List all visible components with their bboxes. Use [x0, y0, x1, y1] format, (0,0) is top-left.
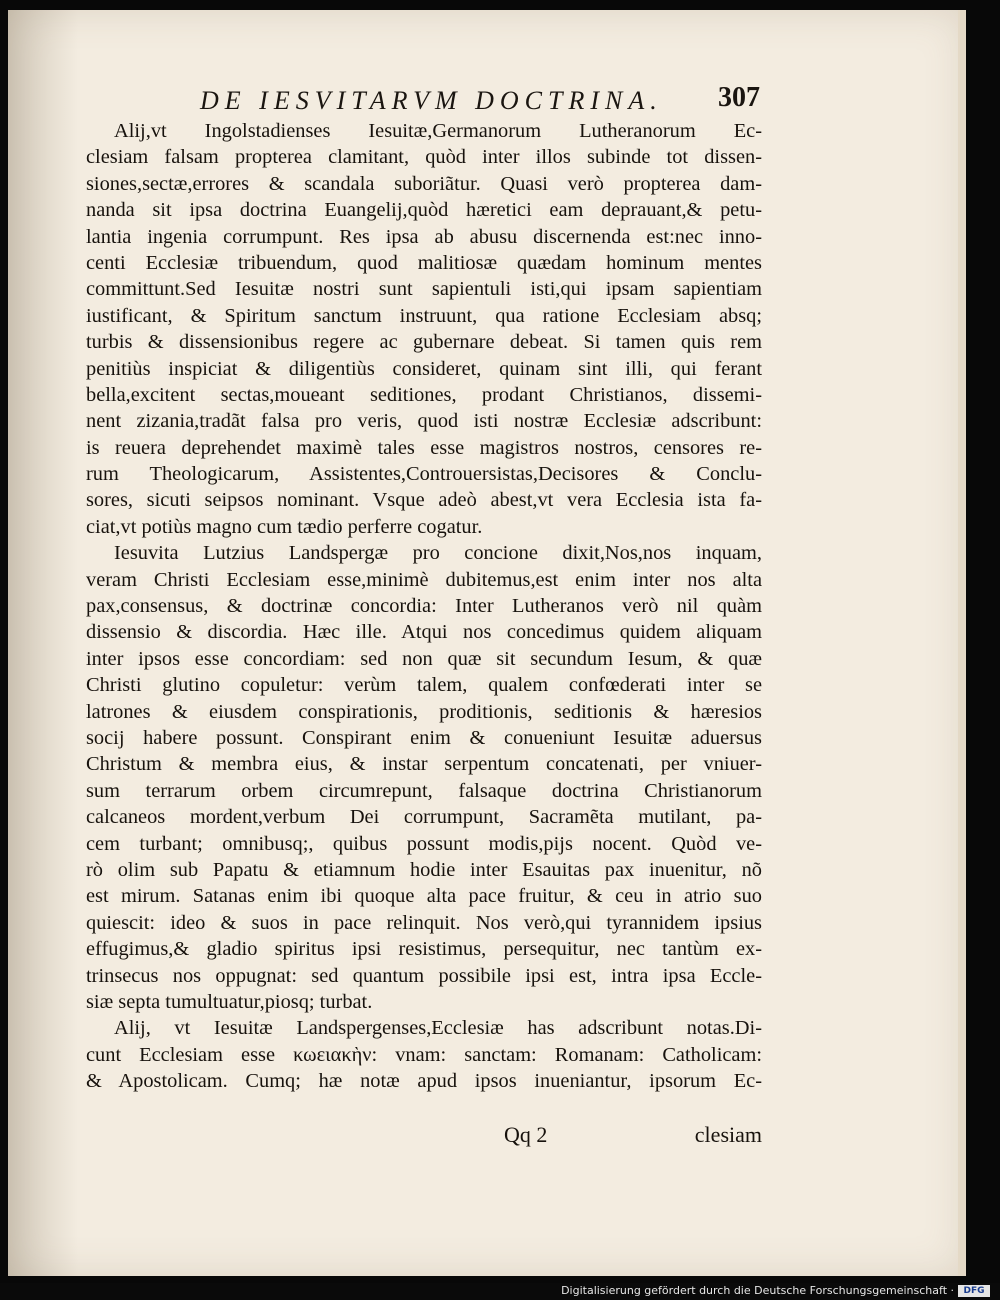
text-line: effugimus,& gladio spiritus ipsi resistimus, persequitur, nec tantùm ex-	[86, 938, 762, 961]
running-title: DE IESVITARVM DOCTRINA.	[200, 86, 663, 115]
text-line: Alij, vt Iesuitæ Landspergenses,Ecclesiæ has adscribunt notas.Di-	[114, 1017, 762, 1040]
text-line: nanda sit ipsa doctrina Euangelij,quòd hæretici eam deprauant,& petu-	[86, 199, 762, 222]
text-line: cem turbant; omnibusq;, quibus possunt modis,pijs nocent. Quòd ve-	[86, 832, 762, 855]
text-line: Alij,vt Ingolstadienses Iesuitæ,Germanorum Lutheranorum Ec-	[114, 120, 762, 142]
text-line: socij habere possunt. Conspirant enim & conueniunt Iesuitæ aduersus	[86, 726, 762, 749]
text-line: bella,excitent sectas,moueant seditiones, prodant Christianos, dissemi-	[86, 383, 762, 406]
text-line: latrones & eiusdem conspirationis, proditionis, seditionis & hæresios	[86, 700, 762, 723]
text-line: inter ipsos esse concordiam: sed non quæ sit secundum Iesum, & quæ	[86, 647, 762, 670]
text-line: is reuera deprehendet maximè tales esse magistros nostros, censores re-	[86, 436, 762, 459]
text-line: veram Christi Ecclesiam esse,minimè dubitemus,est enim inter nos alta	[86, 568, 762, 591]
text-line: trinsecus nos oppugnat: sed quantum possibile ipsi est, intra ipsa Eccle-	[86, 964, 762, 987]
text-line: nent zizania,tradãt falsa pro veris, quod isti nostræ Ecclesiæ adscribunt:	[86, 410, 762, 433]
text-line: est mirum. Satanas enim ibi quoque alta pace fruitur, & ceu in atrio suo	[86, 885, 762, 908]
text-line: siones,sectæ,errores & scandala suboriãtur. Quasi verò propterea dam-	[86, 172, 762, 195]
text-line: Christum & membra eius, & instar serpentum concatenati, per vniuer-	[86, 753, 762, 776]
page-header	[200, 82, 760, 120]
text-line: rò olim sub Papatu & etiamnum hodie inter Esauitas pax inuenitur, nõ	[86, 858, 762, 881]
text-line: penitiùs inspiciat & diligentiùs consideret, quinam sint illi, qui ferant	[86, 357, 762, 380]
text-line: Christi glutino copuletur: verùm talem, qualem confœderati inter se	[86, 674, 762, 697]
text-line: siæ septa tumultuatur,piosq; turbat.	[86, 990, 373, 1013]
text-line: rum Theologicarum, Assistentes,Controuersistas,Decisores & Conclu-	[86, 463, 762, 486]
text-line: turbis & dissensionibus regere ac gubernare debeat. Si tamen quis rem	[86, 331, 762, 354]
text-line: centi Ecclesiæ tribuendum, quod malitiosæ quædam hominum mentes	[86, 251, 762, 274]
page-edge	[958, 10, 966, 1276]
text-line: ciat,vt potiùs magno cum tædio perferre cogatur.	[86, 515, 483, 538]
text-line: & Apostolicam. Cumq; hæ notæ apud ipsos inueniantur, ipsorum Ec-	[86, 1070, 762, 1093]
text-line: dissensio & discordia. Hæc ille. Atqui nos concedimus quidem aliquam	[86, 621, 762, 644]
text-line: cunt Ecclesiam esse κωειακὴν: vnam: sanctam: Romanam: Catholicam:	[86, 1043, 762, 1066]
page-number: 307	[718, 82, 760, 113]
signature-mark: Qq 2	[504, 1122, 548, 1147]
text-line: clesiam falsam propterea clamitant, quòd inter illos subinde tot dissen-	[86, 146, 762, 169]
credit-bar	[0, 1283, 1000, 1300]
funding-credit: Digitalisierung gefördert durch die Deutsche Forschungsgemeinschaft ·	[561, 1284, 954, 1297]
text-line: sum terrarum orbem circumrepunt, falsaque doctrina Christianorum	[86, 779, 762, 802]
text-line: iustificant, & Spiritum sanctum instruunt, qua ratione Ecclesiam absq;	[86, 304, 762, 327]
text-line: pax,consensus, & doctrinæ concordia: Inter Lutheranos verò nil quàm	[86, 595, 762, 618]
dfg-logo-icon: DFG	[958, 1285, 990, 1297]
text-line: sores, sicuti seipsos nominant. Vsque adeò abest,vt vera Ecclesia ista fa-	[86, 489, 762, 512]
text-line: calcaneos mordent,verbum Dei corrumpunt, Sacramẽta mutilant, pa-	[86, 806, 762, 829]
page-footer	[86, 1122, 762, 1154]
body-text	[86, 118, 762, 1094]
catchword: clesiam	[694, 1122, 762, 1147]
text-line: lantia ingenia corrumpunt. Res ipsa ab abusu discernenda est:nec inno-	[86, 225, 762, 248]
text-line: committunt.Sed Iesuitæ nostri sunt sapientuli isti,qui ipsam sapientiam	[86, 278, 762, 301]
text-line: Iesuvita Lutzius Landspergæ pro concione dixit,Nos,nos inquam,	[114, 542, 762, 565]
text-line: quiescit: ideo & suos in pace relinquit. Nos verò,qui tyrannidem ipsius	[86, 911, 762, 934]
